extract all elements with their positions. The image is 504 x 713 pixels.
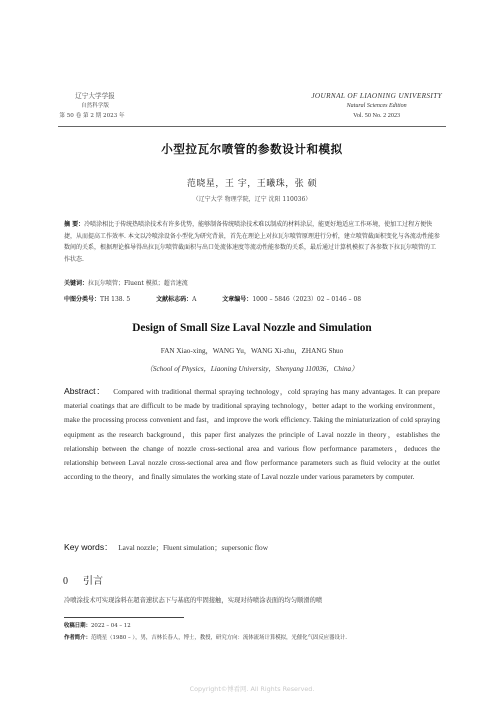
section-title: 引言 (83, 576, 103, 587)
abstract-en-label: Abstract： (64, 386, 106, 396)
article-number-label: 文章编号： (222, 296, 253, 303)
bio-text: 范晓星（1980 – ），男，吉林长春人，博士，教授，研究方向：流体流场计算模拟，光催化气固反应器设计. (90, 634, 348, 641)
affiliation-en: （School of Physics，Liaoning University，Shenyang 110036，China） (145, 365, 359, 373)
class-number-label: 中图分类号： (64, 296, 101, 303)
classification-line (64, 294, 361, 303)
doc-code-label: 文献标志码： (156, 296, 193, 303)
class-number-value: TH 138. 5 (100, 296, 131, 303)
journal-volume-en: Vol. 50 No. 2 2023 (353, 112, 401, 119)
keywords-en-label: Key words： (64, 542, 113, 552)
copyright-watermark: Copyright©博看网. All Rights Reserved. (189, 685, 315, 693)
header-divider (58, 126, 446, 127)
section-heading (63, 572, 103, 587)
author-bio (64, 633, 347, 645)
authors-cn: 范晓星，王 宇，王曦珠，张 硕 (186, 179, 318, 189)
journal-volume-cn: 第 50 卷 第 2 期 2023 年 (59, 113, 125, 119)
journal-name-en: JOURNAL OF LIAONING UNIVERSITY (311, 92, 442, 100)
doc-code-value: A (192, 296, 197, 303)
abstract-cn (64, 219, 440, 266)
affiliation-cn: （辽宁大学 物理学院，辽宁 沈阳 110036） (192, 196, 312, 203)
bio-label: 作者简介： (64, 634, 91, 641)
keywords-cn-text: 拉瓦尔喷管；Fluent 模拟；超音速流 (88, 280, 188, 287)
journal-name-cn: 辽宁大学学报 (75, 92, 115, 100)
received-label: 收稿日期： (64, 623, 91, 629)
abstract-cn-text: 冷喷涂相比于传统热喷涂技术有许多优势，能够制备传统喷涂技术难以制成的材料涂层，能更好地适应工作环境，使加工过程方便快捷，从而提高工作效率. 本文以冷喷涂设备小型化为研究背景，首先在理论上对拉瓦尔喷管原理进行分析，建立喷管截面积变化与各流动性能参数间的关系，根据理论推导得出拉瓦尔喷管截面积与出口处流体速度等流动性能参数的关系，最后通过计算机模拟了各参数下拉瓦尔喷管的工作状态. (64, 221, 440, 264)
received-value: 2022 – 04 – 12 (90, 623, 131, 629)
section-number: 0 (63, 576, 68, 587)
paper-title-en: Design of Small Size Laval Nozzle and Simulation (132, 322, 372, 334)
abstract-en (64, 384, 440, 484)
journal-header-cn (60, 91, 130, 121)
abstract-en-text: Compared with traditional thermal spraying technology，cold spraying has many advantages. It can prepare material coatings that are difficult to be made by traditional spraying technology，better adapt to the working environment，make the processing process convenient and fast，and improve the work efficiency. Taking the miniaturization of cold spraying equipment as the research background，this paper first analyzes the principle of Laval nozzle in theory，establishes the relationship between the change of nozzle cross-sectional area and various flow performance parameters，deduces the relationship between Laval nozzle cross-sectional area and flow performance parameters such as fluid velocity at the outlet according to the theory，and finally simulates the working state of Laval nozzle under various parameters by computer. (64, 387, 440, 482)
abstract-cn-label: 摘 要： (64, 221, 85, 228)
keywords-cn-label: 关键词： (64, 280, 89, 287)
keywords-en-text: Laval nozzle；Fluent simulation；supersonic flow (118, 543, 268, 552)
keywords-cn (64, 278, 188, 287)
keywords-en (64, 541, 268, 553)
footnote-divider (64, 617, 184, 618)
paper-title-cn: 小型拉瓦尔喷管的参数设计和模拟 (161, 142, 343, 156)
journal-edition-en: Natural Sciences Edition (346, 103, 407, 109)
journal-edition-cn: 自然科学版 (81, 103, 109, 109)
authors-en: FAN Xiao-xing，WANG Yu，WANG Xi-zhu，ZHANG Shuo (160, 347, 344, 355)
journal-header-en (311, 91, 442, 121)
received-date (64, 621, 347, 633)
article-number-value: 1000 – 5846（2023）02 – 0146 – 08 (252, 296, 362, 303)
footnote (64, 621, 347, 644)
body-paragraph: 冷喷涂技术可实现涂料在超音速状态下与基底的牢固接触，实现对待喷涂表面的均匀顺滑的喷 (64, 597, 323, 604)
